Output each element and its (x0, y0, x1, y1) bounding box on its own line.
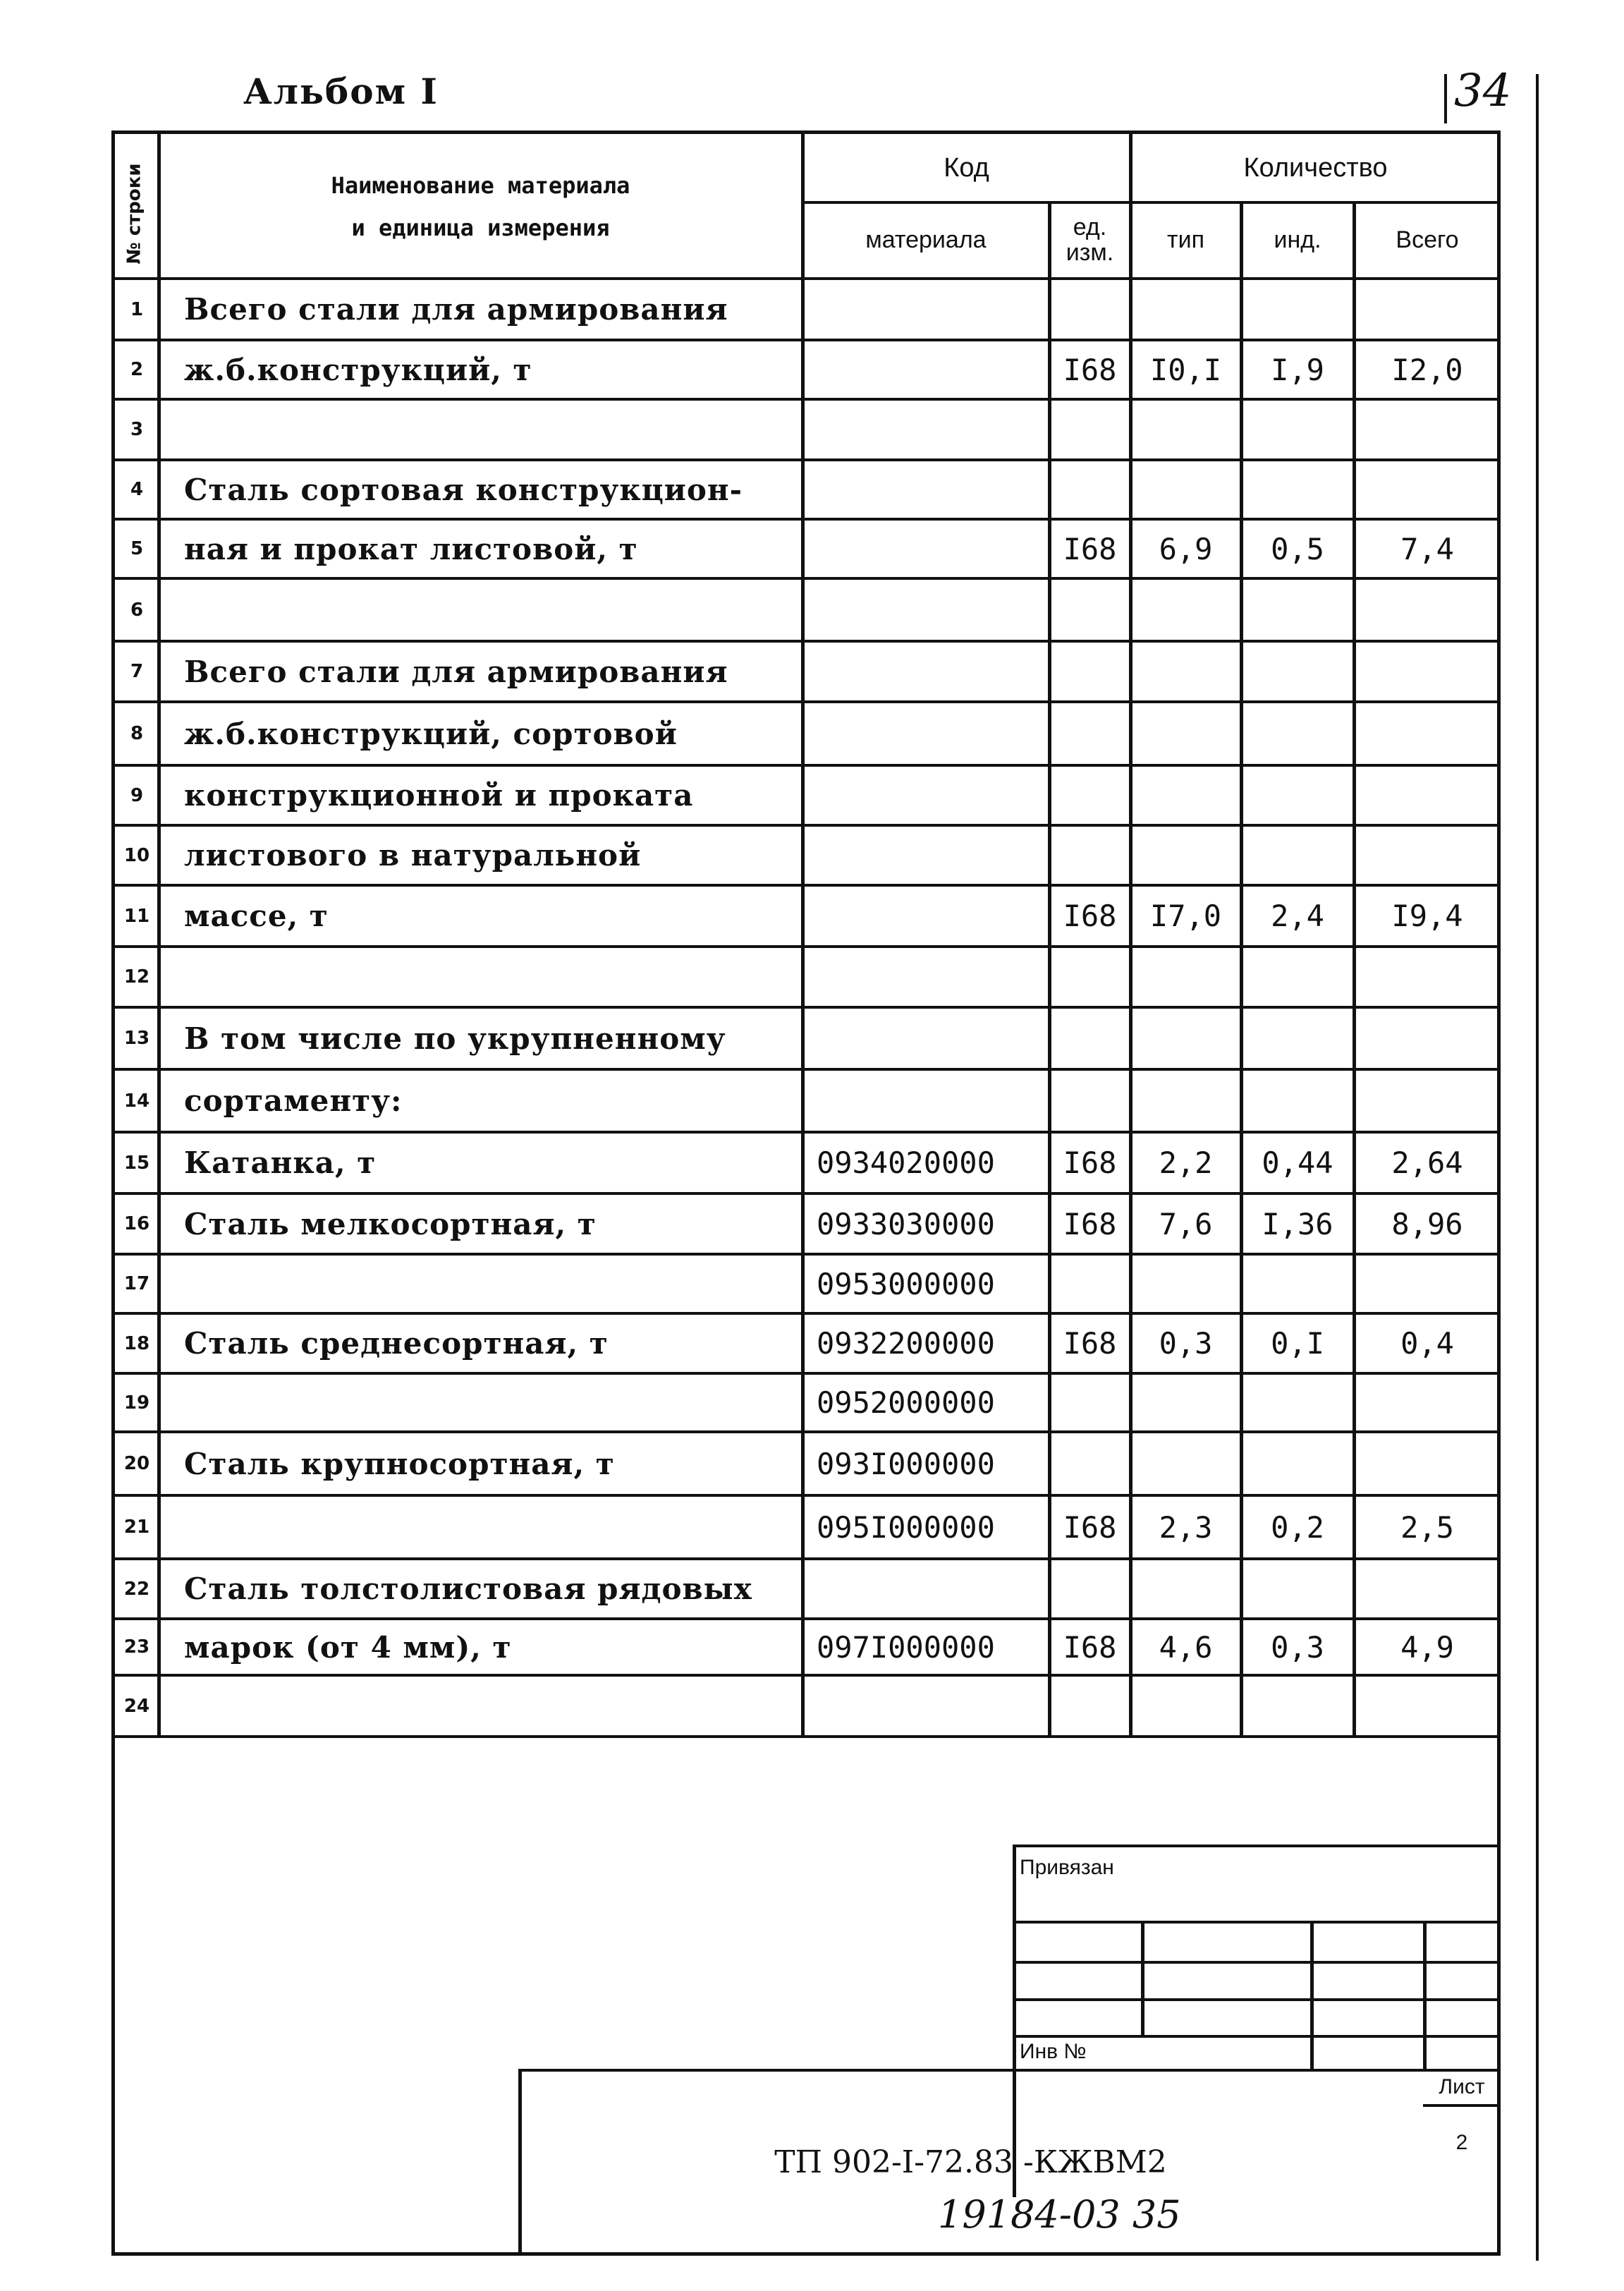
name-header-line1: Наименование материала (331, 171, 630, 199)
quantity-type: 4,6 (1159, 1629, 1213, 1665)
page-number-divider (1444, 74, 1447, 123)
material-name: Всего стали для армирования (184, 292, 728, 327)
row-number: 8 (130, 723, 144, 744)
code-header: Код (944, 153, 989, 183)
quantity-type: 0,3 (1159, 1326, 1213, 1361)
quantity-type (1130, 702, 1241, 765)
quantity-total (1354, 1675, 1501, 1737)
quantity-type (1130, 1007, 1241, 1069)
material-name (159, 947, 802, 1007)
bound-label: Привязан (1020, 1856, 1114, 1879)
material-name: ная и прокат листовой, т (184, 531, 638, 566)
quantity-ind (1241, 578, 1354, 641)
type-header: тип (1167, 226, 1204, 254)
quantity-ind (1241, 1254, 1354, 1313)
row-number: 17 (123, 1273, 150, 1294)
quantity-total (1354, 399, 1501, 460)
quantity-type (1130, 1254, 1241, 1313)
unit-code: I68 (1063, 1206, 1117, 1241)
row-number: 3 (130, 419, 144, 440)
row-number: 14 (123, 1090, 150, 1112)
material-code: 0953000000 (817, 1266, 995, 1301)
material-code (802, 519, 1049, 578)
quantity-total: 7,4 (1400, 531, 1454, 566)
quantity-type (1130, 1373, 1241, 1432)
row-number: 19 (123, 1392, 150, 1414)
quantity-type (1130, 765, 1241, 825)
row-number: 23 (123, 1636, 150, 1658)
material-name: Сталь сортовая конструкцион- (184, 472, 743, 507)
quantity-ind (1241, 279, 1354, 340)
material-code: 0934020000 (817, 1146, 995, 1180)
material-code (802, 947, 1049, 1007)
unit-header: ед. изм. (1066, 214, 1114, 266)
quantity-total: 2,5 (1400, 1509, 1454, 1545)
unit-code (1049, 765, 1130, 825)
material-code: 0952000000 (817, 1385, 995, 1420)
total-header: Всего (1396, 226, 1459, 254)
quantity-type (1130, 279, 1241, 340)
material-name: марок (от 4 мм), т (184, 1629, 512, 1665)
unit-code: I68 (1063, 1629, 1117, 1665)
quantity-total (1354, 1069, 1501, 1132)
material-name: Сталь мелкосортная, т (184, 1206, 597, 1241)
quantity-total: 2,64 (1391, 1146, 1463, 1180)
quantity-type (1130, 641, 1241, 702)
sheet-frame (111, 130, 1501, 2256)
material-code (802, 825, 1049, 885)
stamp-rule-2 (1014, 1961, 1501, 1964)
quantity-total (1354, 702, 1501, 765)
quantity-total (1354, 641, 1501, 702)
quantity-type (1130, 1432, 1241, 1495)
material-code: 095I000000 (817, 1509, 995, 1545)
quantity-total: 4,9 (1400, 1629, 1454, 1665)
unit-code: I68 (1063, 899, 1117, 933)
material-name (159, 1495, 802, 1559)
unit-code (1049, 947, 1130, 1007)
unit-code: I68 (1063, 1326, 1117, 1361)
material-code (802, 460, 1049, 519)
quantity-ind (1241, 460, 1354, 519)
quantity-type (1130, 578, 1241, 641)
material-name: сортаменту: (184, 1083, 403, 1118)
quantity-ind (1241, 825, 1354, 885)
quantity-ind (1241, 702, 1354, 765)
quantity-type: I7,0 (1149, 899, 1222, 933)
material-code: 0933030000 (817, 1206, 995, 1241)
quantity-ind: I,36 (1262, 1206, 1333, 1241)
stamp-rule-3 (1014, 1998, 1501, 2001)
quantity-type (1130, 1675, 1241, 1737)
unit-code (1049, 399, 1130, 460)
material-code (802, 765, 1049, 825)
quantity-total (1354, 1007, 1501, 1069)
row-number: 16 (123, 1213, 150, 1234)
material-code (802, 578, 1049, 641)
material-code (802, 641, 1049, 702)
unit-code (1049, 1373, 1130, 1432)
quantity-ind: I,9 (1271, 352, 1324, 387)
quantity-total: 8,96 (1391, 1206, 1463, 1241)
quantity-total (1354, 578, 1501, 641)
row-number: 6 (130, 599, 144, 621)
unit-code (1049, 1675, 1130, 1737)
material-code (802, 340, 1049, 399)
material-code (802, 702, 1049, 765)
unit-code (1049, 702, 1130, 765)
name-column-header (159, 134, 802, 279)
row-number: 21 (123, 1517, 150, 1538)
quantity-total (1354, 460, 1501, 519)
quantity-total (1354, 825, 1501, 885)
material-name: Сталь толстолистовая рядовых (184, 1572, 752, 1606)
quantity-type (1130, 825, 1241, 885)
quantity-total (1354, 947, 1501, 1007)
quantity-ind: 2,4 (1271, 899, 1324, 933)
unit-code (1049, 1432, 1130, 1495)
material-name: ж.б.конструкций, т (184, 352, 532, 387)
quantity-type: I0,I (1149, 352, 1222, 387)
quantity-total: 0,4 (1400, 1326, 1454, 1361)
album-label: Альбом I (243, 71, 439, 112)
quantity-total (1354, 1254, 1501, 1313)
page-number: 34 (1454, 65, 1512, 117)
quantity-type (1130, 947, 1241, 1007)
material-code (802, 885, 1049, 947)
quantity-ind (1241, 1432, 1354, 1495)
quantity-ind (1241, 765, 1354, 825)
code-material-header: материала (865, 226, 987, 254)
row-number: 4 (130, 479, 144, 500)
material-name: листового в натуральной (184, 838, 642, 873)
row-number: 7 (130, 661, 144, 682)
quantity-ind (1241, 641, 1354, 702)
row-number: 10 (123, 844, 150, 866)
quantity-ind (1241, 399, 1354, 460)
quantity-ind (1241, 1069, 1354, 1132)
quantity-total (1354, 765, 1501, 825)
sheet-number: 2 (1455, 2131, 1468, 2154)
material-name: конструкционной и проката (184, 778, 694, 813)
quantity-type (1130, 460, 1241, 519)
document-number: ТП 902-I-72.83 -КЖВМ2 (774, 2144, 1167, 2180)
quantity-ind (1241, 1559, 1354, 1619)
row-number: 15 (123, 1152, 150, 1174)
material-code (802, 1675, 1049, 1737)
quantity-ind (1241, 947, 1354, 1007)
quantity-ind: 0,I (1271, 1326, 1324, 1361)
sheet-label: Лист (1439, 2075, 1485, 2098)
material-name: Катанка, т (184, 1146, 377, 1180)
row-number: 20 (123, 1453, 150, 1474)
material-name: В том числе по укрупненному (184, 1021, 726, 1056)
quantity-total (1354, 1559, 1501, 1619)
material-name: ж.б.конструкций, сортовой (184, 716, 678, 751)
stamp-col-1 (1141, 1921, 1144, 2035)
right-margin-rule (1536, 74, 1539, 2261)
unit-code (1049, 1069, 1130, 1132)
material-name (159, 1254, 802, 1313)
quantity-total: I2,0 (1391, 352, 1463, 387)
quantity-type (1130, 399, 1241, 460)
unit-code: I68 (1063, 1146, 1117, 1180)
material-name: массе, т (184, 899, 329, 933)
quantity-total (1354, 1432, 1501, 1495)
quantity-ind: 0,2 (1271, 1509, 1324, 1545)
material-name: Сталь среднесортная, т (184, 1326, 609, 1361)
quantity-type: 2,3 (1159, 1509, 1213, 1545)
stamp-rule-1 (1014, 1921, 1501, 1924)
material-code (802, 1559, 1049, 1619)
material-code: 093I000000 (817, 1446, 995, 1481)
row-number: 5 (130, 538, 144, 559)
quantity-ind (1241, 1675, 1354, 1737)
quantity-ind: 0,5 (1271, 531, 1324, 566)
ind-header: инд. (1274, 226, 1321, 254)
material-name (159, 399, 802, 460)
quantity-type: 7,6 (1159, 1206, 1213, 1241)
unit-code (1049, 641, 1130, 702)
quantity-ind: 0,3 (1271, 1629, 1324, 1665)
row-number-header: № строки (124, 163, 145, 265)
material-name (159, 1373, 802, 1432)
material-code (802, 1069, 1049, 1132)
unit-code (1049, 460, 1130, 519)
unit-code (1049, 825, 1130, 885)
material-code (802, 1007, 1049, 1069)
material-name: Сталь крупносортная, т (184, 1446, 615, 1481)
material-code: 097I000000 (817, 1629, 995, 1665)
handwritten-number: 19184-03 35 (938, 2192, 1181, 2237)
material-code: 0932200000 (817, 1326, 995, 1361)
material-name (159, 1675, 802, 1737)
quantity-ind (1241, 1007, 1354, 1069)
quantity-type: 2,2 (1159, 1146, 1213, 1180)
quantity-total: I9,4 (1391, 899, 1463, 933)
material-code (802, 399, 1049, 460)
unit-code (1049, 1007, 1130, 1069)
material-name: Всего стали для армирования (184, 654, 728, 689)
row-number: 9 (130, 784, 144, 806)
unit-code: I68 (1063, 1509, 1117, 1545)
quantity-type (1130, 1559, 1241, 1619)
row-number: 13 (123, 1028, 150, 1049)
quantity-header: Количество (1243, 153, 1388, 183)
quantity-total (1354, 279, 1501, 340)
row-number: 22 (123, 1578, 150, 1600)
quantity-ind (1241, 1373, 1354, 1432)
row-number: 11 (123, 905, 150, 927)
unit-code (1049, 578, 1130, 641)
quantity-ind: 0,44 (1262, 1146, 1333, 1180)
stamp-col-3 (1423, 1921, 1427, 2069)
inventory-label: Инв № (1020, 2040, 1087, 2063)
row-number: 2 (130, 359, 144, 380)
unit-code: I68 (1063, 352, 1117, 387)
row-number: 12 (123, 966, 150, 988)
row-number: 1 (130, 298, 144, 320)
quantity-type: 6,9 (1159, 531, 1213, 566)
row-number: 18 (123, 1332, 150, 1354)
unit-code (1049, 1559, 1130, 1619)
material-code (802, 279, 1049, 340)
unit-code (1049, 1254, 1130, 1313)
quantity-total (1354, 1373, 1501, 1432)
stamp-col-2 (1310, 1921, 1314, 2069)
name-header-line2: и единица измерения (351, 214, 610, 241)
unit-code: I68 (1063, 531, 1117, 566)
quantity-type (1130, 1069, 1241, 1132)
row-number: 24 (123, 1695, 150, 1717)
unit-code (1049, 279, 1130, 340)
material-name (159, 578, 802, 641)
